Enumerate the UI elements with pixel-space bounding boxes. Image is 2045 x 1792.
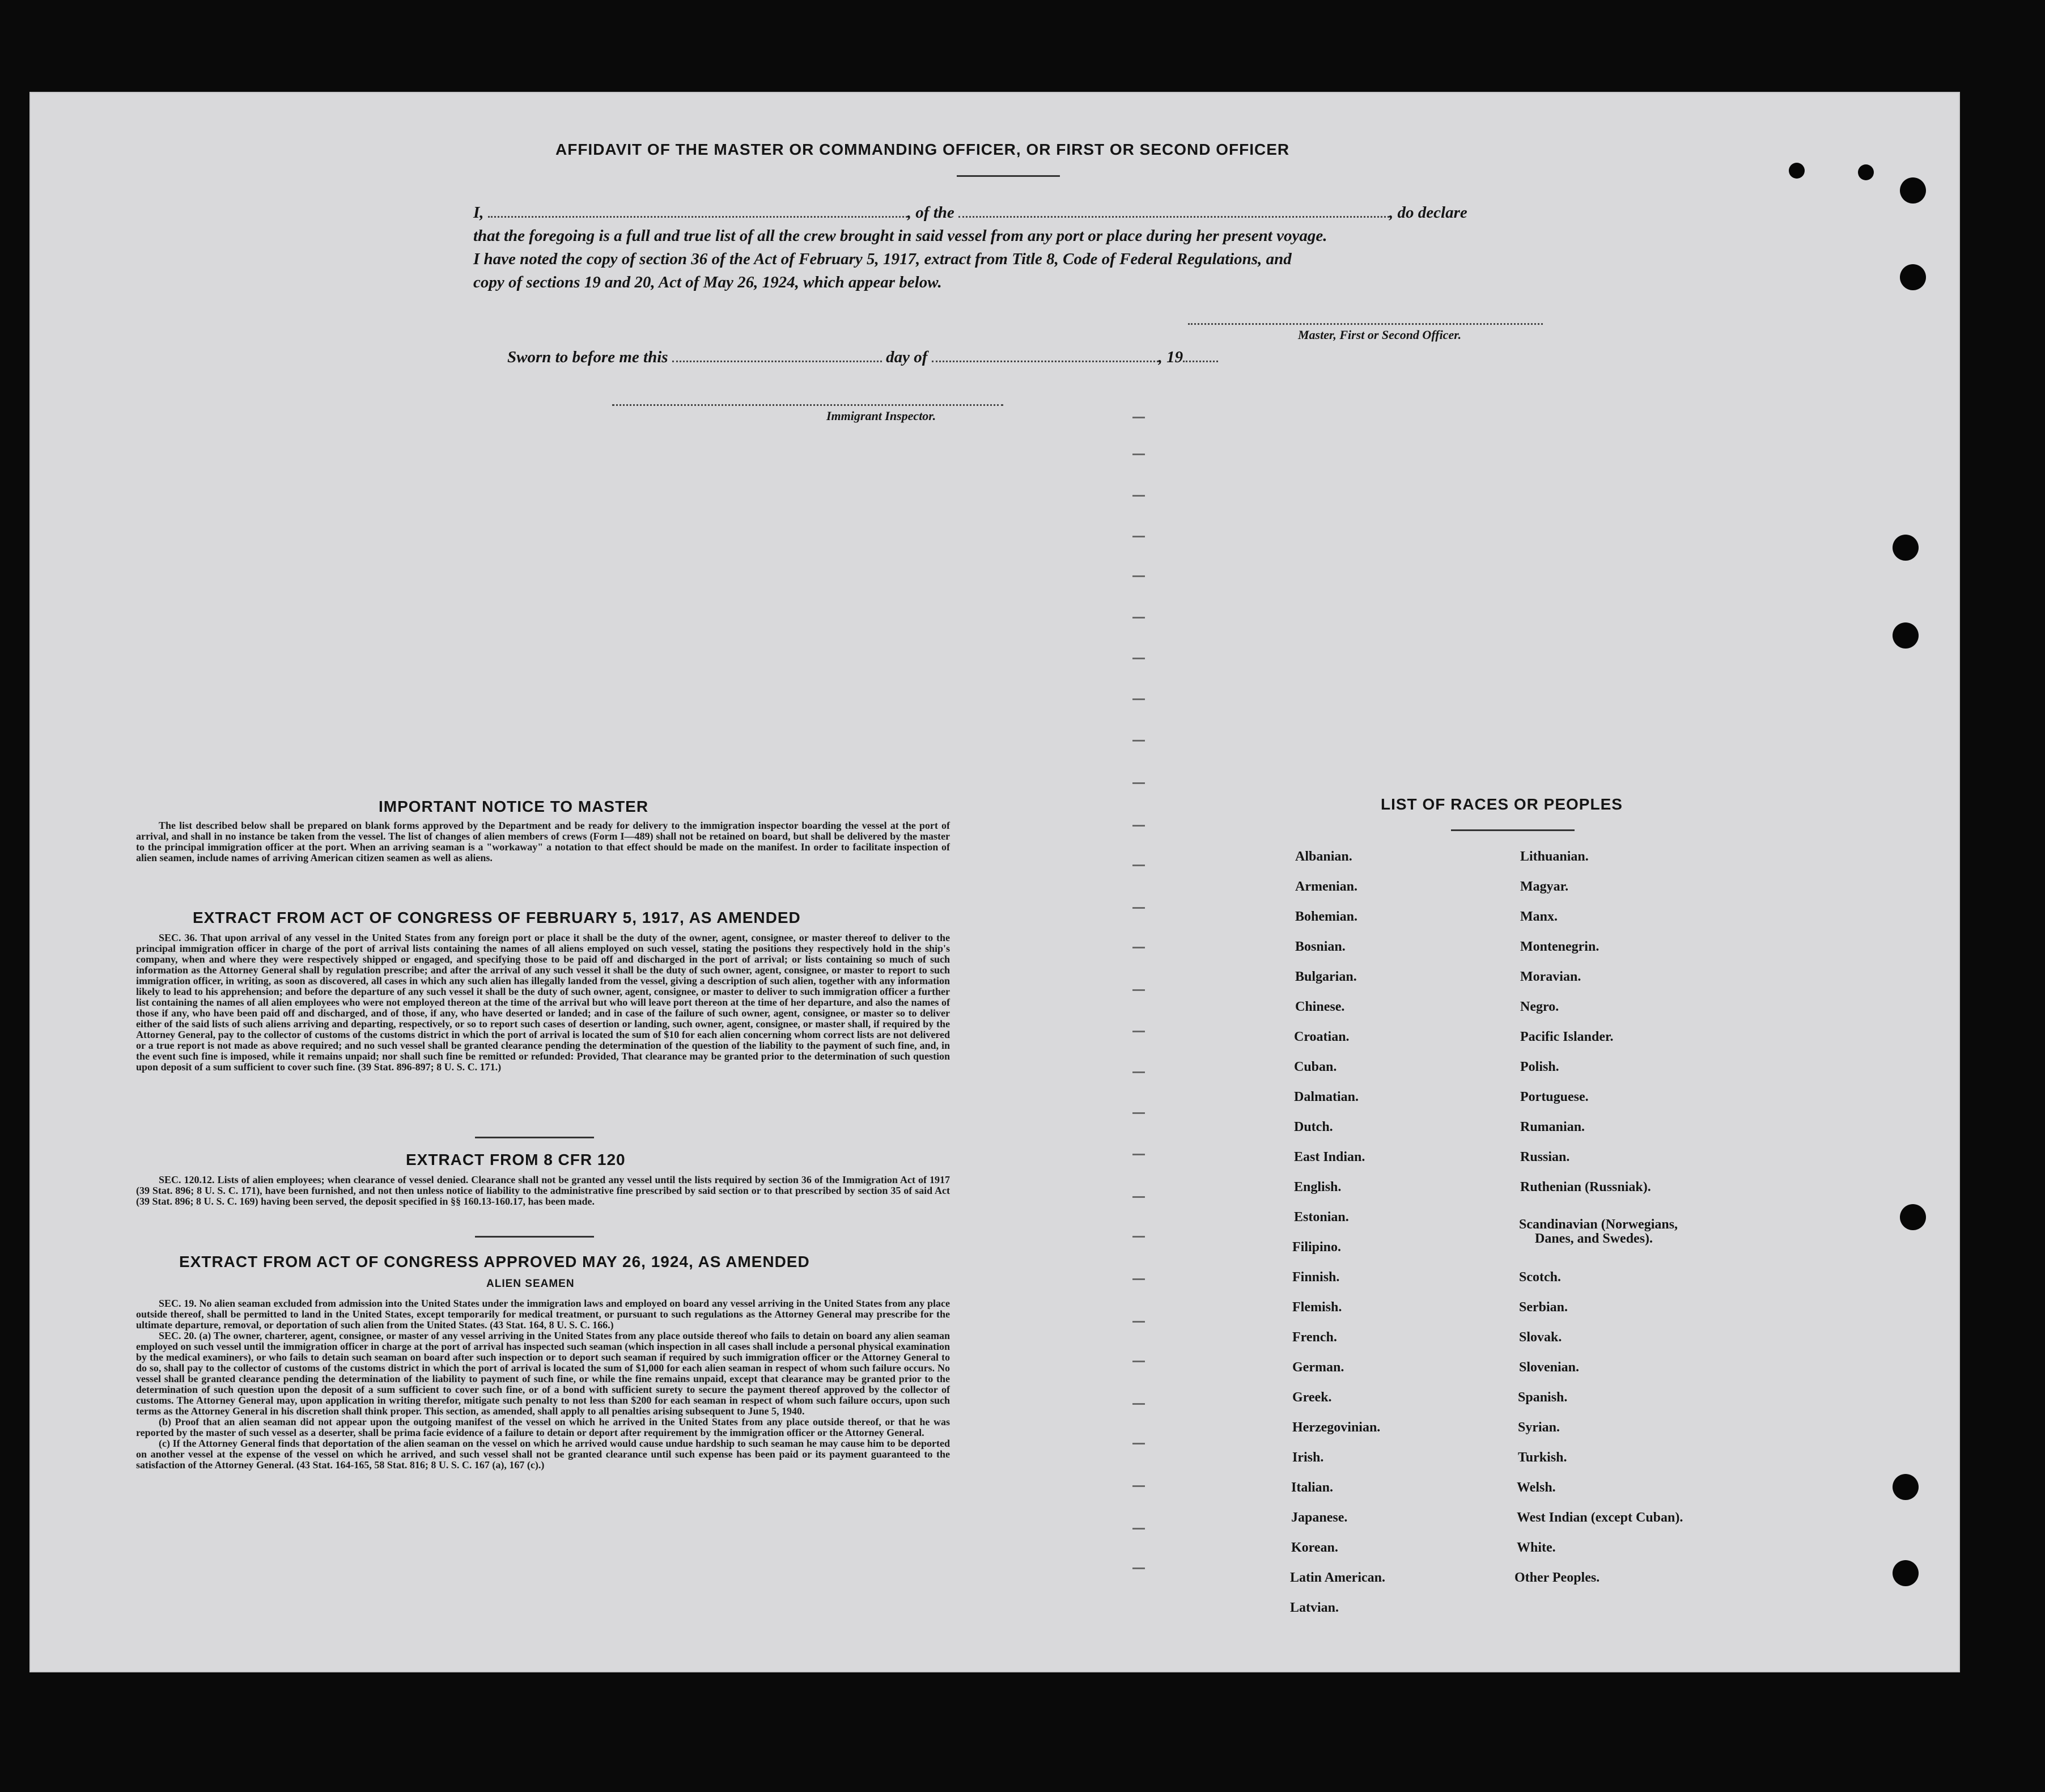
race-item: Magyar. <box>1520 879 1569 894</box>
section-20b-paragraph: (b) Proof that an alien seaman did not appear upon the outgoing manifest of the vessel on which he arrived in the United States from any place outside thereof, or that he was reported by the master of such vessel as a deserter, shall be prima facie evidence of a failure to detain or deport after requirement by the immigration officer or the Attorney General. <box>136 1416 950 1438</box>
race-item: Slovak. <box>1519 1330 1562 1345</box>
declaration-line <box>473 201 1550 224</box>
sworn-month-field[interactable] <box>932 347 1159 362</box>
race-item: Finnish. <box>1292 1270 1340 1285</box>
race-item: Croatian. <box>1294 1030 1350 1044</box>
race-item: German. <box>1292 1360 1344 1375</box>
officer-name-field[interactable] <box>488 202 907 218</box>
cfr-paragraph: SEC. 120.12. Lists of alien employees; when clearance of vessel denied. Clearance shall not be granted any vessel until the lists required by section 36 of the Immigration Act of 1917 (39 Stat. 896; 8 U. S. C. 171), have been furnished, and not then unless notice of liability to the administrative fine prescribed by said section or to that prescribed by section 35 of said Act (39 Stat. 896; 8 U. S. C. 169) having been served, the deposit specified in §§ 160.13-160.17, has been made. <box>136 1174 950 1207</box>
race-item: Rumanian. <box>1520 1120 1585 1134</box>
sworn-line <box>507 347 1218 367</box>
race-item: Spanish. <box>1518 1390 1568 1405</box>
race-item: English. <box>1294 1180 1342 1194</box>
master-caption: Master, First or Second Officer. <box>1298 328 1462 342</box>
section-20c-paragraph: (c) If the Attorney General finds that deportation of the alien seaman on the vessel on which he arrived would cause undue hardship to such seaman he may cause him to be deported on another vessel at the expense of the vessel on which he arrived, and such vessel shall not be granted clearance until such expense has been paid or its payment guaranteed to the satisfaction of the Attorney General. (43 Stat. 164-165, 58 Stat. 816; 8 U. S. C. 167 (a), 167 (c).) <box>136 1438 950 1471</box>
sworn-prefix: Sworn to before me this <box>507 348 668 366</box>
races-title-rule <box>1451 829 1575 831</box>
race-item: Danes, and Swedes). <box>1535 1231 1653 1246</box>
race-item: Slovenian. <box>1519 1360 1580 1375</box>
race-item: West Indian (except Cuban). <box>1517 1510 1683 1525</box>
race-item: Japanese. <box>1291 1510 1348 1525</box>
race-item: Flemish. <box>1292 1300 1342 1315</box>
notice-text <box>136 820 950 863</box>
race-item: Pacific Islander. <box>1520 1030 1614 1044</box>
alien-seamen-subtitle: ALIEN SEAMEN <box>486 1278 575 1290</box>
race-item: Herzegovinian. <box>1292 1420 1381 1435</box>
race-item: Syrian. <box>1518 1420 1560 1435</box>
race-item: Filipino. <box>1292 1240 1342 1255</box>
race-item: Portuguese. <box>1520 1090 1589 1104</box>
race-item: White. <box>1517 1540 1556 1555</box>
race-item: Bosnian. <box>1295 939 1346 954</box>
sworn-day-of: day of <box>886 348 928 366</box>
race-item: Irish. <box>1292 1450 1324 1465</box>
race-item: Albanian. <box>1295 849 1352 864</box>
punch-hole <box>1900 264 1926 290</box>
race-item: French. <box>1292 1330 1337 1345</box>
punch-hole <box>1893 622 1919 649</box>
punch-hole <box>1893 1560 1919 1586</box>
affidavit-line: copy of sections 19 and 20, Act of May 26, 1924, which appear below. <box>473 273 942 291</box>
inspector-signature-field[interactable] <box>612 404 1003 406</box>
affidavit-line: that the foregoing is a full and true list of all the crew brought in said vessel from any port or place during her present voyage. <box>473 227 1327 245</box>
of-the-label: , of the <box>907 204 954 222</box>
race-item: East Indian. <box>1294 1150 1365 1164</box>
race-item: Estonian. <box>1294 1210 1349 1225</box>
race-item: Scandinavian (Norwegians, <box>1519 1217 1678 1232</box>
race-item: Moravian. <box>1520 969 1581 984</box>
punch-hole <box>1893 535 1919 561</box>
race-item: Ruthenian (Russniak). <box>1520 1180 1651 1194</box>
divider-rule <box>475 1236 594 1238</box>
extract-1924-text <box>136 1298 950 1471</box>
extract-1924-title: EXTRACT FROM ACT OF CONGRESS APPROVED MAY 26, 1924, AS AMENDED <box>179 1253 810 1270</box>
notice-paragraph: The list described below shall be prepared on blank forms approved by the Department and be ready for delivery to the immigration inspector boarding the vessel at the port of arrival, and shall in no instance be taken from the vessel. The list of changes of alien members of crews (Form I—489) shall not be retained on board, but shall be delivered by the master to the principal immigration officer at the port. When an arriving seaman is a "workaway" a notation to that effect should be made on the manifest. In order to facilitate inspection of alien seamen, include names of arriving American citizen seamen as well as aliens. <box>136 820 950 863</box>
race-item: Italian. <box>1291 1480 1334 1495</box>
declare-label: , do declare <box>1389 204 1467 222</box>
affidavit-line: I have noted the copy of section 36 of the Act of February 5, 1917, extract from Title 8, Code of Federal Regulations, and <box>473 250 1292 268</box>
race-item: Polish. <box>1520 1060 1559 1074</box>
race-item: Armenian. <box>1295 879 1357 894</box>
race-item: Cuban. <box>1294 1060 1337 1074</box>
race-item: Latvian. <box>1290 1600 1339 1615</box>
extract-1917-text <box>136 933 950 1073</box>
punch-hole <box>1858 164 1874 180</box>
sworn-year: , 19 <box>1158 348 1183 366</box>
title-rule <box>957 175 1060 177</box>
affidavit-title: AFFIDAVIT OF THE MASTER OR COMMANDING OFFICER, OR FIRST OR SECOND OFFICER <box>555 141 1290 158</box>
race-item: Negro. <box>1520 999 1559 1014</box>
sworn-year-field[interactable] <box>1183 347 1218 362</box>
inspector-caption: Immigrant Inspector. <box>826 409 936 423</box>
races-title: LIST OF RACES OR PEOPLES <box>1381 795 1623 813</box>
race-item: Scotch. <box>1519 1270 1561 1285</box>
race-item: Korean. <box>1291 1540 1338 1555</box>
race-item: Welsh. <box>1517 1480 1556 1495</box>
notice-title: IMPORTANT NOTICE TO MASTER <box>379 798 649 815</box>
race-item: Other Peoples. <box>1514 1570 1600 1585</box>
punch-hole <box>1789 163 1805 179</box>
race-item: Manx. <box>1520 909 1558 924</box>
section-19-paragraph: SEC. 19. No alien seaman excluded from admission into the United States under the immigration laws and employed on board any vessel arriving in the United States from any place outside thereof, shall be permitted to land in the United States, except temporarily for medical treatment, or pursuant to such regulations as the Attorney General may prescribe for the ultimate departure, removal, or deportation of such alien from the United States. (43 Stat. 164, 8 U. S. C. 166.) <box>136 1298 950 1331</box>
race-item: Bohemian. <box>1295 909 1358 924</box>
affidavit-text <box>473 201 1550 294</box>
section-36-paragraph: SEC. 36. That upon arrival of any vessel in the United States from any foreign port or place it shall be the duty of the owner, agent, consignee, or master thereof to deliver to the principal immigration officer in charge of the port of arrival lists containing the names of all aliens employed on such vessel, stating the positions they respectively hold in the ship's company, when and where they were respectively shipped or engaged, and specifying those to be paid off and discharged in the port of arrival; or lists containing so much of such information as the Attorney General shall by regulation prescribe; and after the arrival of any such vessel it shall be the duty of such owner, agent, consignee, or master to report to such immigration officer, in writing, as soon as discovered, all cases in which any such alien has illegally landed from the vessel, giving a description of such alien, together with any information likely to lead to his apprehension; and before the departure of any such vessel it shall be the duty of such owner, agent, consignee, or master to deliver to such immigration officer a further list containing the names of all alien employees who were not employed thereon at the time of the arrival but who will leave port thereon at the time of her departure, and also the names of those if any, who have been paid off and discharged, and of those, if any, who have deserted or landed; and in case of the failure of such owner, agent, consignee, or master so to deliver either of the said lists of such aliens arriving and departing, respectively, or so to report such cases of desertion or landing, such owner, agent, consignee, or master shall, if required by the Attorney General, pay to the collector of customs of the customs district in which the port of arrival is located the sum of $10 for each alien concerning whom correct lists are not delivered or a true report is not made as above required; and no such vessel shall be granted clearance pending the determination of the question of the liability to the payment of such fine, and, in the event such fine is imposed, while it remains unpaid; nor shall such fine be remitted or refunded: Provided, That clearance may be granted prior to the determination of such question upon deposit of a sum sufficient to cover such fine. (39 Stat. 896-897; 8 U. S. C. 171.) <box>136 932 950 1073</box>
pronoun-i: I, <box>473 204 484 222</box>
race-item: Dalmatian. <box>1294 1090 1359 1104</box>
section-20a-paragraph: SEC. 20. (a) The owner, charterer, agent, consignee, or master of any vessel arriving in the United States from any place outside thereof who fails to detain on board any alien seaman employed on such vessel until the immigration officer in charge at the port of arrival has inspected such seaman (which inspection in all cases shall include a personal physical examination by the medical examiners), or who fails to detain such seaman on board after such inspection or to deport such seaman if required by such immigration officer or the Attorney General to do so, shall pay to the collector of customs of the customs district in which the port of arrival is located the sum of $1,000 for each alien seaman in respect of whom such failure occurs. No vessel shall be granted clearance pending the determination of the liability to payment of such fine, or while the fine remains unpaid, except that clearance may be granted prior to the determination of such question upon the deposit of a sum sufficient to cover such fine, or of a bond with sufficient surety to secure the payment thereof approved by the collector of customs. The Attorney General may, upon application in writing therefor, mitigate such penalty to not less than $200 for each seaman in respect of whom such failure occurs, upon such terms as the Attorney General in his discretion shall think proper. This section, as amended, shall apply to all penalties arising subsequent to June 5, 1940. <box>136 1330 950 1417</box>
extract-cfr-title: EXTRACT FROM 8 CFR 120 <box>406 1151 626 1168</box>
master-signature-field[interactable] <box>1188 323 1543 325</box>
race-item: Serbian. <box>1519 1300 1568 1315</box>
divider-rule <box>475 1137 594 1138</box>
race-item: Greek. <box>1292 1390 1332 1405</box>
sworn-day-field[interactable] <box>672 347 882 362</box>
race-item: Dutch. <box>1294 1120 1333 1134</box>
race-item: Bulgarian. <box>1295 969 1357 984</box>
race-item: Turkish. <box>1518 1450 1567 1465</box>
punch-hole <box>1893 1474 1919 1500</box>
race-item: Lithuanian. <box>1520 849 1589 864</box>
race-item: Latin American. <box>1290 1570 1385 1585</box>
punch-hole <box>1900 1204 1926 1230</box>
race-item: Chinese. <box>1295 999 1345 1014</box>
race-item: Montenegrin. <box>1520 939 1599 954</box>
race-item: Russian. <box>1520 1150 1570 1164</box>
punch-hole <box>1900 177 1926 204</box>
extract-1917-title: EXTRACT FROM ACT OF CONGRESS OF FEBRUARY 5, 1917, AS AMENDED <box>193 909 801 926</box>
vessel-name-field[interactable] <box>958 202 1389 218</box>
extract-cfr-text <box>136 1175 950 1207</box>
